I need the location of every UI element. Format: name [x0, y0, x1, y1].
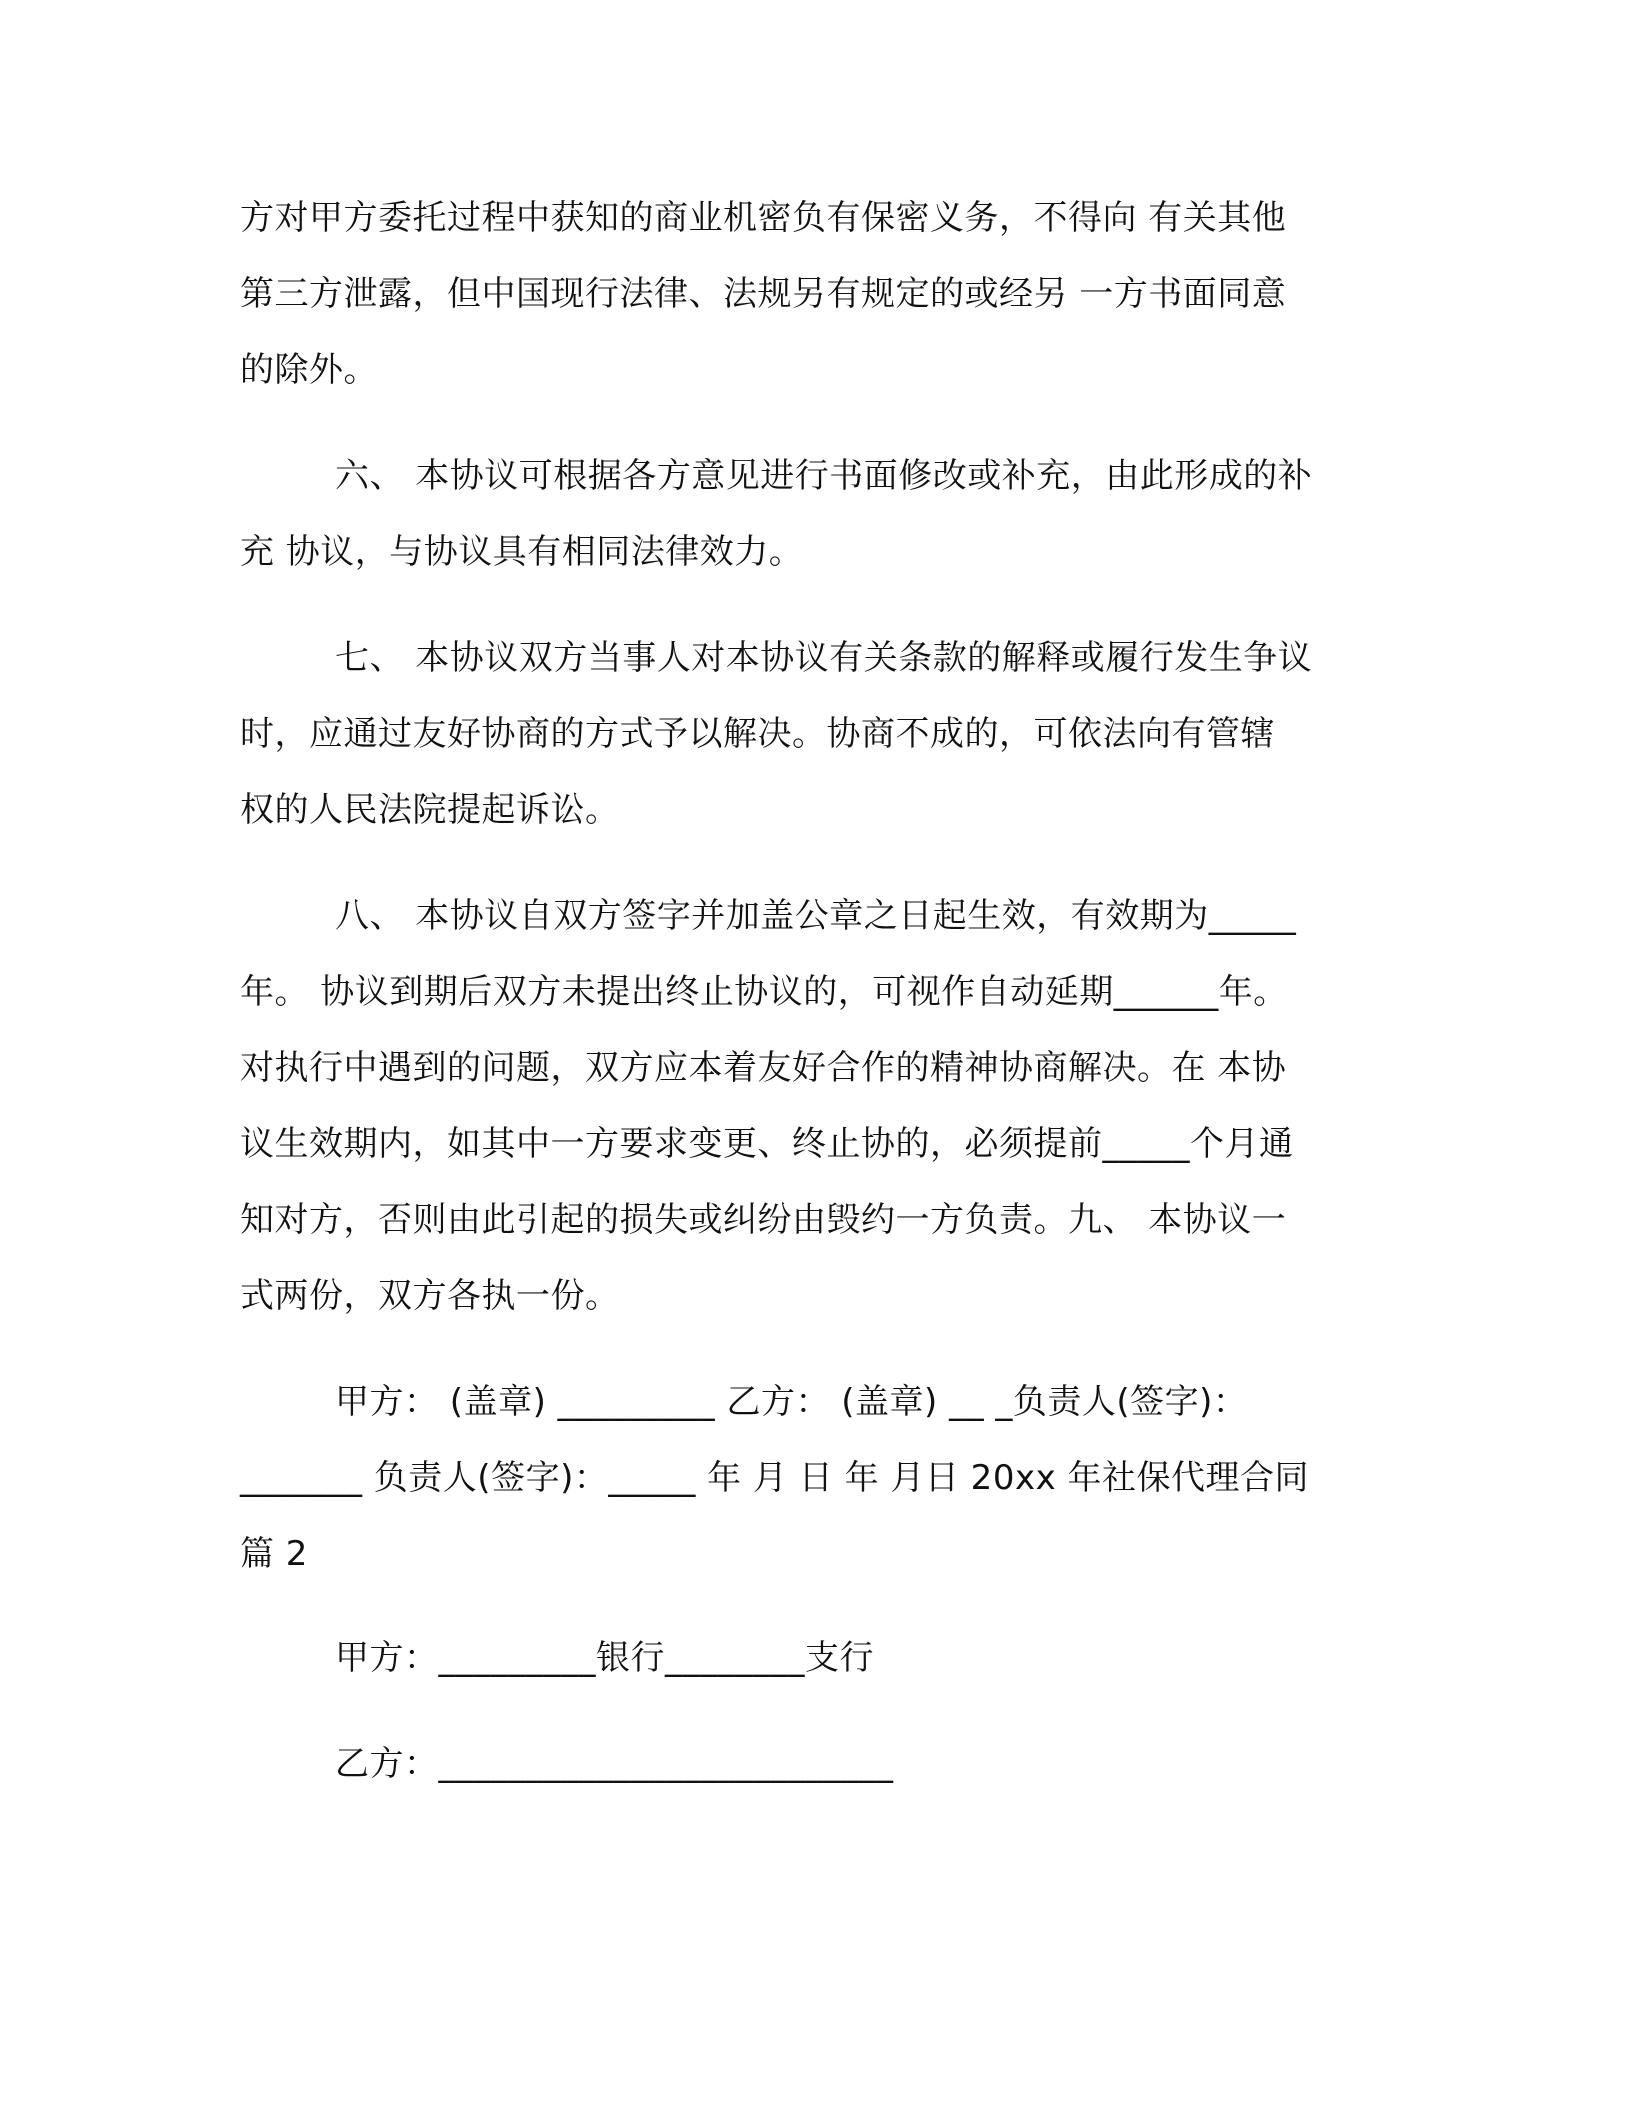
confidentiality-line-2: 第三方泄露，但中国现行法律、法规另有规定的或经另 一方书面同意: [240, 274, 1287, 314]
clause-seven-line-2: 时，应通过友好协商的方式予以解决。协商不成的，可依法向有管辖: [240, 714, 1275, 754]
signature-line-2: _______ 负责人(签字)：_____ 年 月 日 年 月日 20xx 年社保代理合同: [240, 1458, 1309, 1498]
clause-six-line-2: 充 协议，与协议具有相同法律效力。: [240, 532, 804, 572]
clause-seven-line-1: 七、 本协议双方当事人对本协议有关条款的解释或履行发生争议: [335, 638, 1313, 678]
clause-eight-line-5: 知对方，否则由此引起的损失或纠纷由毁约一方负责。九、 本协议一: [240, 1200, 1287, 1240]
clause-eight-line-6: 式两份，双方各执一份。: [240, 1276, 620, 1316]
signature-line-1: 甲方： (盖章) _________ 乙方： (盖章) __ _负责人(签字)：: [335, 1382, 1248, 1422]
clause-seven-line-3: 权的人民法院提起诉讼。: [240, 790, 620, 830]
confidentiality-line-1: 方对甲方委托过程中获知的商业机密负有保密义务，不得向 有关其他: [240, 198, 1287, 238]
clause-six-line-1: 六、 本协议可根据各方意见进行书面修改或补充，由此形成的补: [335, 456, 1313, 496]
clause-eight-line-2: 年。 协议到期后双方未提出终止协议的，可视作自动延期______年。: [240, 972, 1288, 1012]
party-b-line: 乙方：__________________________: [335, 1744, 894, 1784]
confidentiality-line-3: 的除外。: [240, 350, 378, 390]
clause-eight-line-3: 对执行中遇到的问题，双方应本着友好合作的精神协商解决。在 本协: [240, 1048, 1287, 1088]
clause-eight-line-4: 议生效期内，如其中一方要求变更、终止协的，必须提前_____个月通: [240, 1124, 1294, 1164]
party-a-line: 甲方：_________银行________支行: [335, 1638, 874, 1678]
clause-eight-line-1: 八、 本协议自双方签字并加盖公章之日起生效，有效期为_____: [335, 896, 1297, 936]
signature-line-3: 篇 2: [240, 1534, 308, 1574]
